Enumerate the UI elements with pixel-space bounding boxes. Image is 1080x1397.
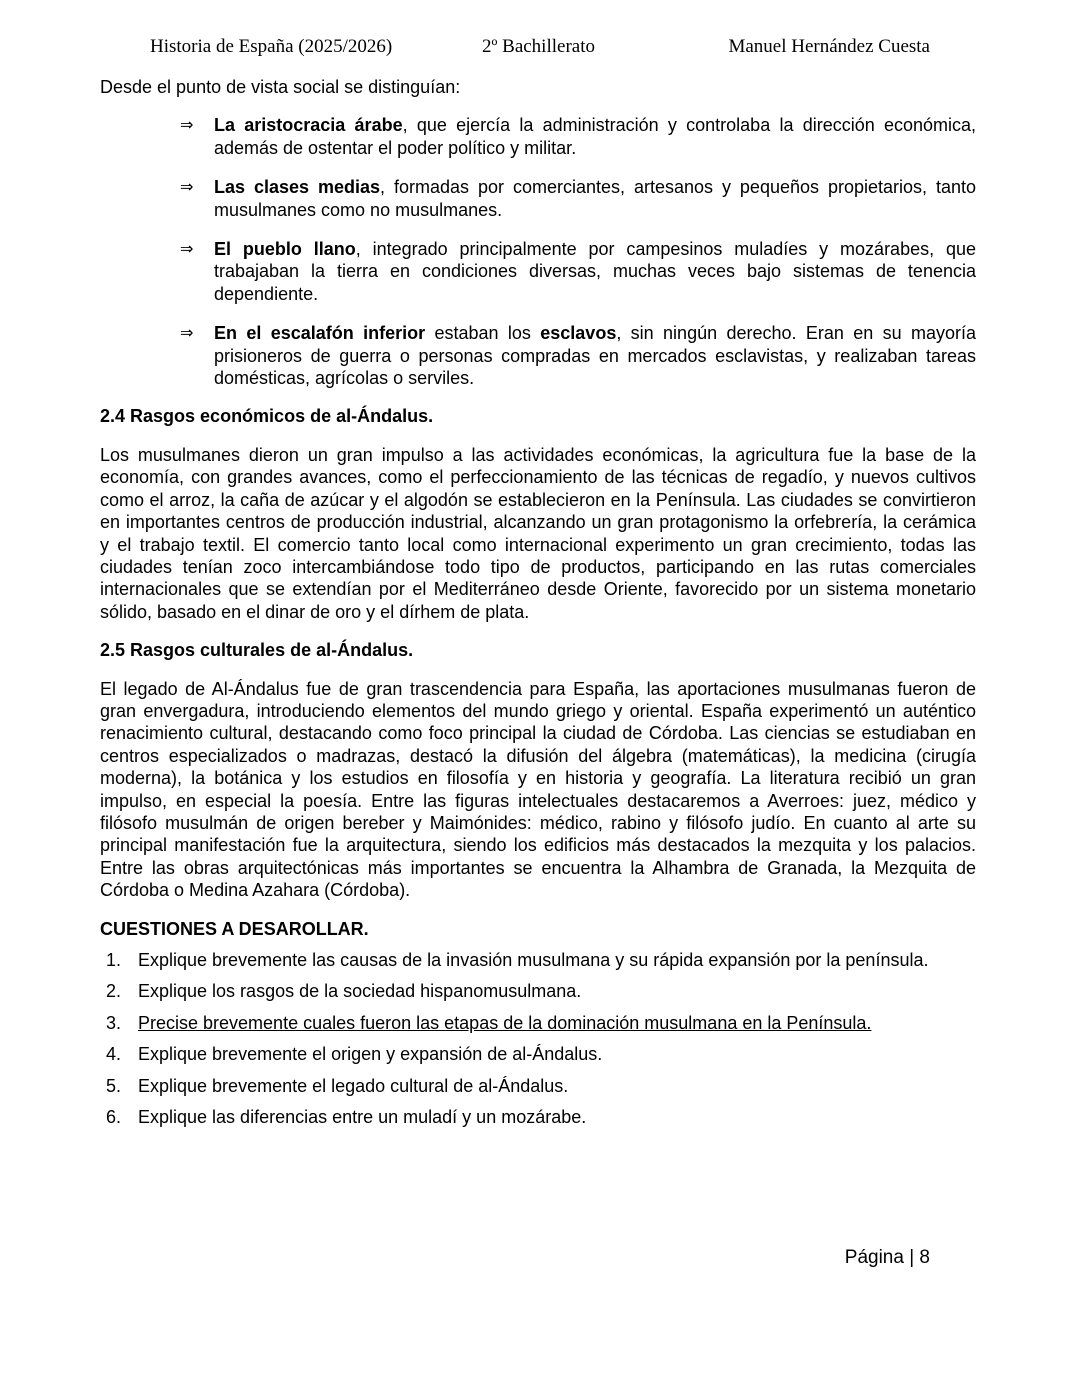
list-item — [100, 949, 930, 971]
list-item — [100, 980, 930, 1002]
group-name: La aristocracia árabe — [214, 115, 403, 136]
question-text: Precise brevemente cuales fueron las etapas de la dominación musulmana en la Península. — [138, 1012, 872, 1033]
question-number: 5. — [106, 1075, 122, 1096]
header-level: 2º Bachillerato — [482, 36, 595, 57]
group-description: , integrado principalmente por campesinos muladíes y mozárabes, que trabajaban la tierra en condiciones diversas, muchas veces bajo sistemas de tenencia dependiente. — [214, 239, 976, 304]
list-item — [100, 1012, 930, 1034]
group-description: , que ejercía la administración y controlaba la dirección económica, además de ostentar el poder político y militar. — [214, 115, 977, 158]
arrow-bullet-icon: ⇒ — [180, 323, 194, 343]
group-description: , formadas por comerciantes, artesanos y pequeños propietarios, tanto musulmanes como no musulmanes. — [214, 177, 977, 220]
group-name: El pueblo llano — [214, 239, 356, 260]
group-description: , sin ningún derecho. Eran en su mayoría prisioneros de guerra o personas compradas en mercados esclavistas, y realizaban tareas domésticas, agrícolas o serviles. — [214, 323, 976, 389]
list-item — [100, 1043, 930, 1065]
economic-section-body: Los musulmanes dieron un gran impulso a las actividades económicas, la agricultura fue la base de la economía, con grandes avances, como el perfeccionamiento de las técnicas de regadío, y nuevos cultivos como el arroz, la caña de azúcar y el algodón se establecieron en la Península. Las ciudades se convirtieron en importantes centros de producción industrial, alcanzando un gran protagonismo la orfebrería, la cerámica y el trabajo textil. El comercio tanto local como internacional experimento un gran crecimiento, todas las ciudades tenían zoco intercambiándose todo tipo de productos, participando en las rutas comerciales internacionales que se extendían por el Mediterráneo desde Oriente, favorecido por un sistema monetario sólido, basado en el dinar de oro y el dírhem de plata. — [100, 444, 976, 622]
header-author: Manuel Hernández Cuesta — [728, 36, 930, 57]
questions-title: CUESTIONES A DESAROLLAR. — [100, 918, 369, 939]
list-item — [100, 176, 976, 221]
arrow-bullet-icon: ⇒ — [180, 177, 194, 197]
header-course-title: Historia de España (2025/2026) — [150, 36, 393, 57]
question-number: 3. — [106, 1012, 122, 1033]
question-number: 6. — [106, 1107, 122, 1128]
group-connector: estaban los — [425, 323, 541, 344]
arrow-bullet-icon: ⇒ — [180, 115, 194, 135]
social-intro: Desde el punto de vista social se distinguían: — [100, 77, 461, 97]
question-number: 2. — [106, 981, 122, 1002]
question-text: Explique los rasgos de la sociedad hispanomusulmana. — [138, 981, 582, 1002]
page-content — [100, 76, 976, 1137]
economic-section-title: 2.4 Rasgos económicos de al-Ándalus. — [100, 406, 434, 427]
question-number: 4. — [106, 1044, 122, 1065]
list-item — [100, 114, 976, 159]
list-item — [100, 1106, 930, 1128]
page-number: Página | 8 — [844, 1247, 930, 1268]
question-text: Explique brevemente las causas de la invasión musulmana y su rápida expansión por la península. — [138, 950, 929, 970]
group-name: Las clases medias — [214, 177, 381, 198]
cultural-section-body: El legado de Al-Ándalus fue de gran trascendencia para España, las aportaciones musulmanas fueron de gran envergadura, introduciendo elementos del mundo griego y oriental. España experimentó un auténtico renacimiento cultural, destacando como foco principal la ciudad de Córdoba. Las ciencias se estudiaban en centros especializados o madrazas, destacó la difusión del álgebra (matemáticas), la medicina (cirugía moderna), la botánica y los estudios en filosofía y en historia y geografía. La literatura recibió un gran impulso, en especial la poesía. Entre las figuras intelectuales destacaremos a Averroes: juez, médico y filósofo musulmán de origen bereber y Maimónides: médico, rabino y filósofo judío. En cuanto al arte su principal manifestación fue la arquitectura, siendo los edificios más destacados la mezquita y los palacios. Entre las obras arquitectónicas más importantes se encuentra la Alhambra de Granada, la Mezquita de Córdoba o Medina Azahara (Córdoba). — [100, 678, 976, 901]
group-name: En el escalafón inferior — [214, 323, 426, 344]
questions-list — [100, 949, 930, 1128]
question-number: 1. — [106, 950, 122, 970]
list-item — [100, 238, 976, 305]
question-text: Explique las diferencias entre un muladí y un mozárabe. — [138, 1107, 587, 1128]
list-item — [100, 322, 976, 389]
question-text: Explique brevemente el origen y expansión de al-Ándalus. — [138, 1044, 603, 1065]
cultural-section-title: 2.5 Rasgos culturales de al-Ándalus. — [100, 640, 414, 661]
arrow-bullet-icon: ⇒ — [180, 239, 194, 259]
page-header — [0, 36, 1080, 62]
social-groups-list — [100, 114, 976, 389]
group-name-secondary: esclavos — [540, 323, 617, 344]
list-item — [100, 1075, 930, 1097]
question-text: Explique brevemente el legado cultural de al-Ándalus. — [138, 1075, 569, 1096]
